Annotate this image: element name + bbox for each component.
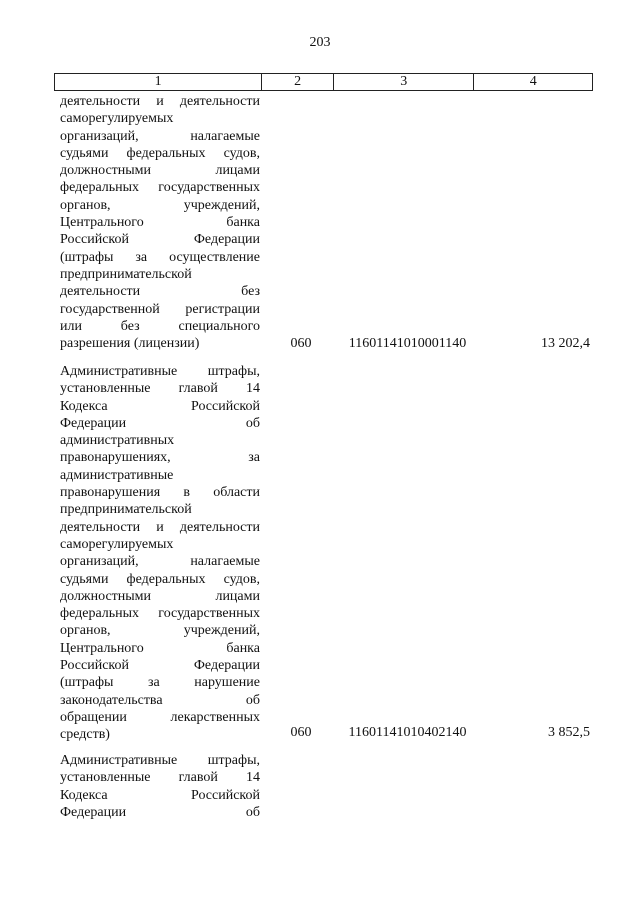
description-line: должностными лицами — [60, 163, 260, 179]
column-header-3: 3 — [334, 74, 474, 90]
admin-code-cell: 060 — [290, 725, 312, 740]
table-row-description — [60, 363, 260, 744]
description-line: разрешения (лицензии) — [60, 336, 200, 352]
description-line: административных — [60, 433, 175, 449]
description-line: организаций, налагаемые — [60, 128, 260, 144]
description-line: законодательства об — [60, 692, 260, 708]
description-line: обращении лекарственных — [60, 709, 260, 725]
budget-code-cell: 11601141010402140 — [348, 725, 467, 740]
description-line: установленные главой 14 — [60, 381, 260, 397]
description-line: (штрафы за нарушение — [60, 675, 260, 691]
description-line: (штрафы за осуществление — [60, 249, 260, 265]
column-header-2: 2 — [262, 74, 334, 90]
description-line: судьями федеральных судов, — [60, 571, 260, 587]
description-line: должностными лицами — [60, 588, 260, 604]
column-header-4: 4 — [529, 74, 537, 89]
description-line: или без специального — [60, 318, 260, 334]
description-line: Кодекса Российской — [60, 787, 260, 803]
description-line: государственной регистрации — [60, 301, 260, 317]
description-line: административные — [60, 467, 174, 483]
description-line: установленные главой 14 — [60, 770, 260, 786]
description-line: деятельности без — [60, 284, 260, 300]
description-line: Центрального банка — [60, 215, 260, 231]
page-number: 203 — [309, 35, 331, 50]
description-line: Российской Федерации — [60, 658, 260, 674]
description-line: Центрального банка — [60, 640, 260, 656]
description-line: саморегулируемых — [60, 536, 174, 552]
description-line: Федерации об — [60, 415, 260, 431]
description-line: органов, учреждений, — [60, 623, 260, 639]
description-line: Кодекса Российской — [60, 398, 260, 414]
amount-cell: 13 202,4 — [541, 336, 590, 351]
table-row-description — [60, 752, 260, 821]
description-line: судьями федеральных судов, — [60, 145, 260, 161]
budget-code-cell: 11601141010001140 — [348, 336, 467, 351]
description-line: Административные штрафы, — [60, 753, 260, 768]
description-line: предпринимательской — [60, 266, 192, 282]
description-line: правонарушения в области — [60, 485, 260, 501]
admin-code-cell: 060 — [290, 336, 312, 351]
description-line: Административные штрафы, — [60, 364, 260, 379]
description-line: федеральных государственных — [60, 606, 260, 622]
description-line: деятельности и деятельности — [60, 519, 260, 535]
column-header-1: 1 — [55, 74, 262, 90]
table-header-row — [54, 73, 593, 91]
description-line: организаций, налагаемые — [60, 554, 260, 570]
description-line: деятельности и деятельности — [60, 94, 260, 109]
description-line: Федерации об — [60, 804, 260, 820]
description-line: средств) — [60, 727, 110, 743]
description-line: органов, учреждений, — [60, 197, 260, 213]
description-line: Российской Федерации — [60, 232, 260, 248]
amount-cell: 3 852,5 — [548, 725, 590, 740]
table-row-description — [60, 93, 260, 352]
description-line: правонарушениях, за — [60, 450, 260, 466]
description-line: саморегулируемых — [60, 111, 174, 127]
description-line: предпринимательской — [60, 502, 192, 518]
description-line: федеральных государственных — [60, 180, 260, 196]
